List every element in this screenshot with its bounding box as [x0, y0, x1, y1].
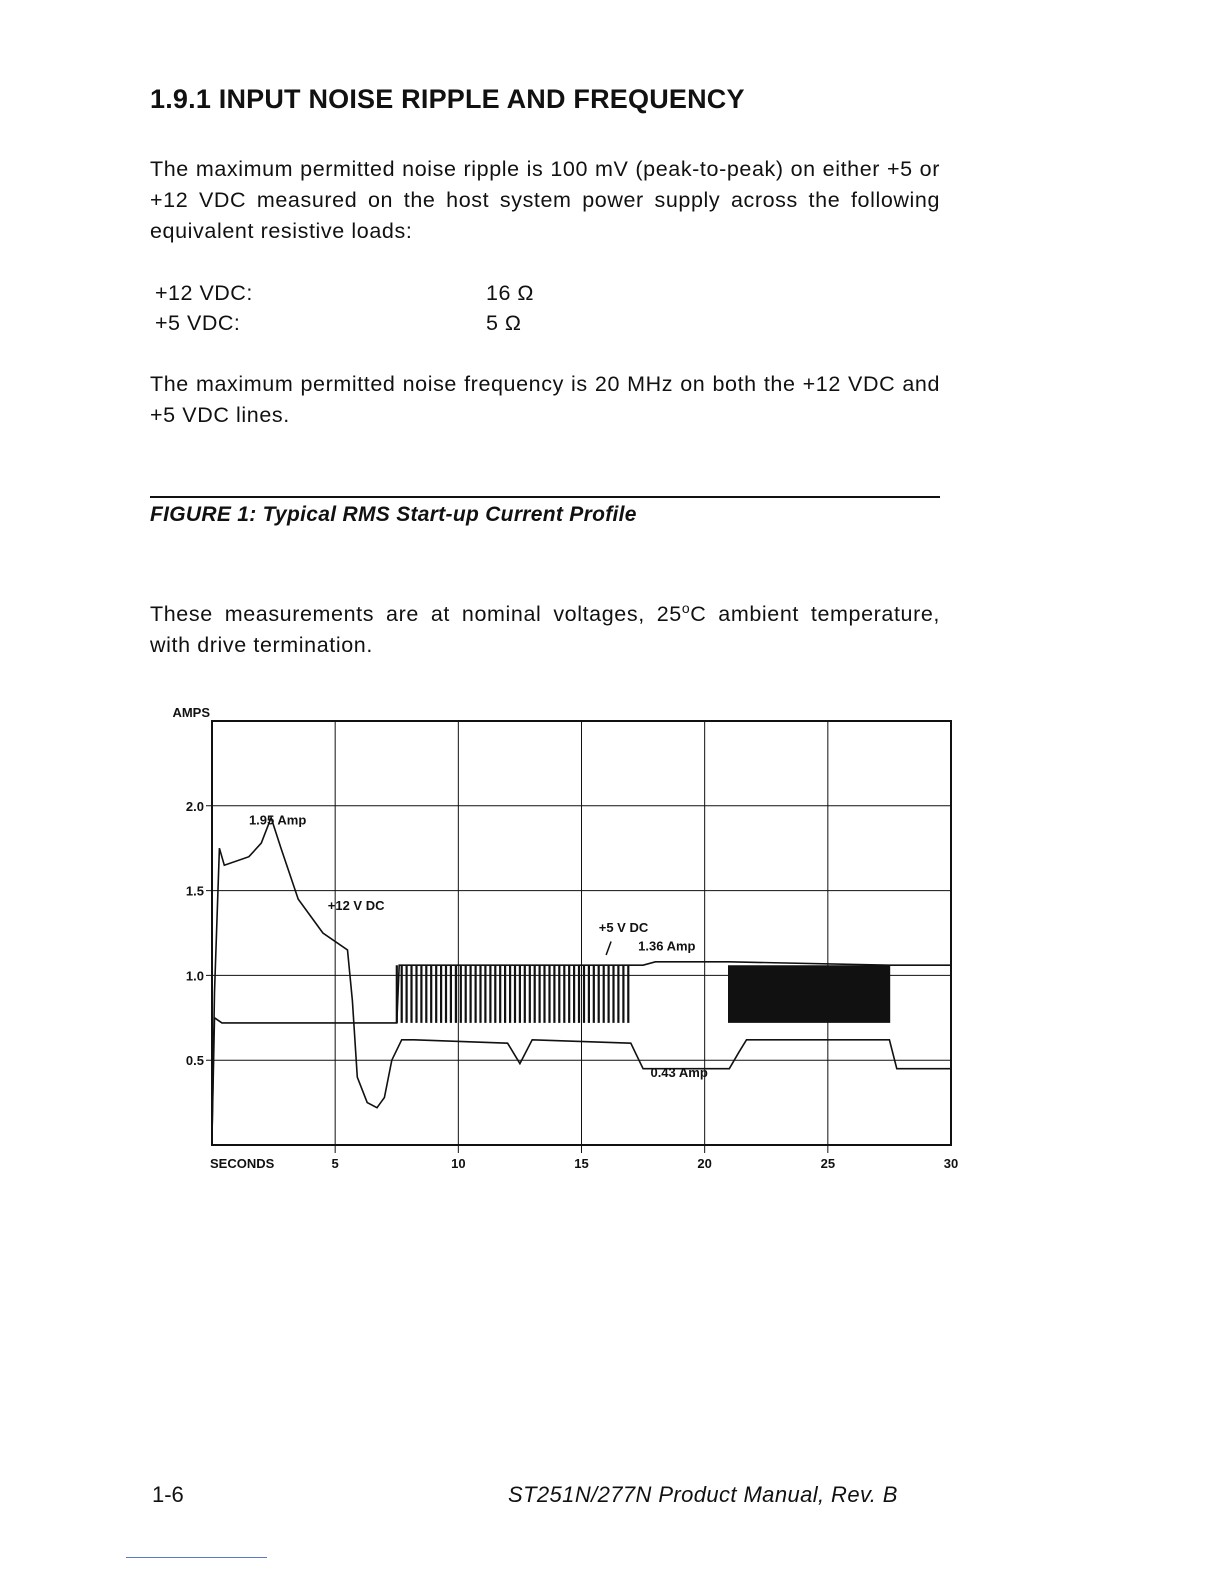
pulse-band	[397, 965, 629, 1023]
x-axis-label: SECONDS	[210, 1156, 275, 1171]
annotation-12v: +12 V DC	[327, 898, 385, 914]
x-tick-label: 15	[574, 1156, 589, 1171]
section-heading: 1.9.1 INPUT NOISE RIPPLE AND FREQUENCY	[150, 84, 745, 114]
x-tick-label: 10	[451, 1156, 466, 1171]
load-label-5v: +5 VDC:	[155, 311, 241, 335]
y-axis-label: AMPS	[172, 705, 210, 720]
x-tick-label: 20	[697, 1156, 712, 1171]
pulse-band	[729, 965, 889, 1023]
annotation-5v-level: 1.36 Amp	[638, 938, 696, 954]
x-tick-label: 30	[943, 1156, 959, 1171]
degree-mark: o	[681, 600, 691, 616]
y-tick-label: 1.0	[185, 968, 204, 984]
load-label-12v: +12 VDC:	[155, 281, 253, 305]
page-number: 1-6	[152, 1482, 184, 1507]
figure-caption: FIGURE 1: Typical RMS Start-up Current Profile	[150, 503, 637, 526]
frequency-paragraph: The maximum permitted noise frequency is 20 MHz on both the +12 VDC and +5 VDC lines.	[150, 372, 940, 427]
y-tick-label: 2.0	[185, 798, 204, 814]
y-tick-label: 1.5	[185, 883, 204, 899]
y-tick-label: 0.5	[185, 1053, 204, 1069]
manual-title: ST251N/277N Product Manual, Rev. B	[508, 1482, 898, 1507]
annotation-idle: 0.43 Amp	[650, 1065, 708, 1081]
ripple-paragraph: The maximum permitted noise ripple is 100 mV (peak-to-peak) on either +5 or +12 VDC measured on the host system power supply across the following equivalent resistive loads:	[150, 157, 940, 243]
link-underline	[126, 1557, 267, 1558]
conditions-text-end: C ambient temperature, with drive termination.	[150, 602, 940, 658]
load-value-12v: 16 Ω	[486, 281, 534, 305]
x-tick-label: 25	[820, 1156, 836, 1171]
load-value-5v: 5 Ω	[486, 311, 522, 335]
conditions-text-start: These measurements are at nominal voltages, 25	[150, 602, 682, 627]
annotation-5v-pointer	[606, 941, 611, 955]
annotation-peak: 1.95 Amp	[248, 812, 307, 828]
annotation-5v: +5 V DC	[598, 919, 649, 935]
x-tick-label: 5	[331, 1156, 339, 1171]
